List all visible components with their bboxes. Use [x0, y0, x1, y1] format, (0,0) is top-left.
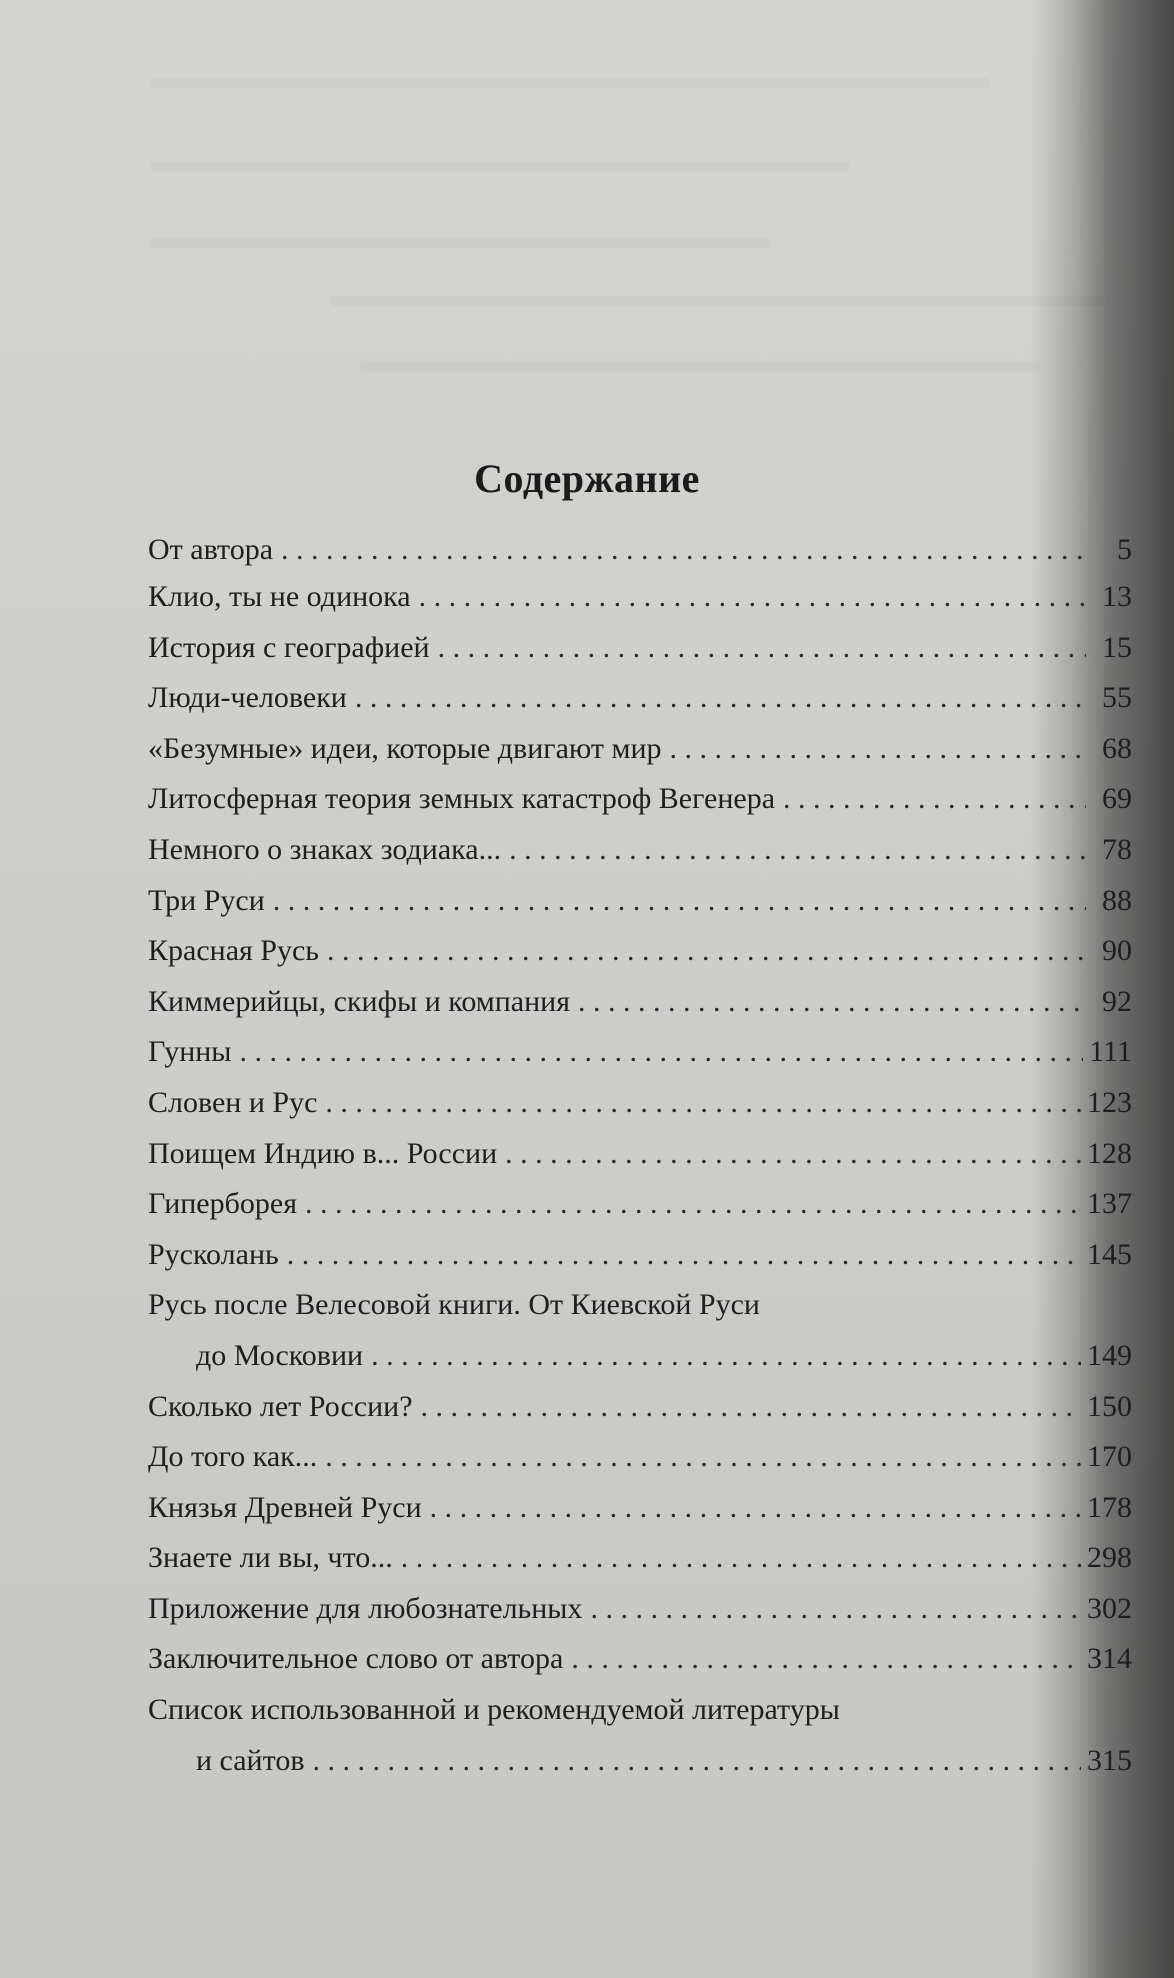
toc-entry-title: Приложение для любознательных [148, 1591, 583, 1625]
dot-leader [419, 572, 1086, 623]
toc-entry [148, 926, 1132, 977]
toc-entry-title: Заключительное слово от автора [148, 1642, 564, 1676]
toc-entry-title: «Безумные» идеи, которые двигают мир [148, 731, 662, 765]
dot-leader [313, 1736, 1082, 1787]
toc-entry-page: 69 [1102, 782, 1132, 816]
toc-entry-title-continued: и сайтов [196, 1743, 305, 1777]
toc-entry-title: Литосферная теория земных катастроф Вегенера [148, 782, 776, 816]
toc-entry-page: 170 [1087, 1440, 1132, 1474]
toc-entry-page: 123 [1087, 1085, 1132, 1119]
dot-leader [273, 876, 1086, 927]
toc-entry-title: Красная Русь [148, 934, 319, 968]
toc-entry-title: Киммерийцы, скифы и компания [148, 984, 571, 1018]
toc-entry [148, 1280, 1132, 1381]
toc-entry-page: 302 [1087, 1591, 1132, 1625]
dot-leader [325, 1432, 1081, 1483]
dot-leader [325, 1078, 1081, 1129]
dot-leader [287, 1230, 1081, 1281]
toc-entry-title: Сколько лет России? [148, 1389, 413, 1423]
toc-entry-page: 92 [1102, 984, 1132, 1018]
dot-leader [670, 724, 1086, 775]
dot-leader [281, 528, 1086, 572]
bleed-through-text [150, 78, 990, 88]
toc-entry-title: Знаете ли вы, что... [148, 1541, 393, 1575]
toc-entry-title: Три Руси [148, 883, 265, 917]
dot-leader [438, 623, 1086, 674]
toc-entry [148, 1129, 1132, 1180]
toc-entry-title: Гунны [148, 1035, 232, 1069]
toc-entry [148, 977, 1132, 1028]
toc-entry-title: До того как... [148, 1440, 318, 1474]
toc-entry-title-continued: до Московии [196, 1338, 364, 1372]
dot-leader [590, 1584, 1081, 1635]
toc-entry [148, 1584, 1132, 1635]
toc-entry [148, 623, 1132, 674]
dot-leader [355, 673, 1086, 724]
toc-entry-page: 298 [1087, 1541, 1132, 1575]
toc-entry-page: 128 [1087, 1136, 1132, 1170]
toc-entry-page: 55 [1102, 681, 1132, 715]
toc-entry [148, 1078, 1132, 1129]
bleed-through-text [330, 296, 1110, 306]
bleed-through-text [360, 362, 1040, 372]
toc-entry-page: 178 [1087, 1490, 1132, 1524]
toc-entry-title: От автора [148, 533, 274, 566]
toc-entry-title: Люди-человеки [148, 681, 347, 715]
dot-leader [371, 1331, 1081, 1382]
toc-entry-page: 90 [1102, 934, 1132, 968]
toc-entry [148, 1483, 1132, 1534]
toc-entry [148, 825, 1132, 876]
dot-leader [578, 977, 1086, 1028]
toc-entry-page: 5 [1117, 533, 1132, 566]
dot-leader [239, 1027, 1083, 1078]
toc-entry-title: Поищем Индию в... России [148, 1136, 498, 1170]
dot-leader [783, 774, 1086, 825]
toc-entry-page: 88 [1102, 883, 1132, 917]
toc-entry-title: Клио, ты не одинока [148, 580, 411, 613]
table-of-contents [148, 528, 1132, 1786]
toc-entry-page: 68 [1102, 731, 1132, 765]
toc-entry [148, 876, 1132, 927]
toc-entry-page: 137 [1087, 1187, 1132, 1221]
toc-entry-page: 13 [1102, 580, 1132, 613]
toc-entry [148, 1027, 1132, 1078]
toc-entry-page: 314 [1087, 1642, 1132, 1676]
toc-entry-page: 111 [1089, 1035, 1132, 1069]
toc-entry-page: 315 [1087, 1743, 1132, 1777]
toc-entry [148, 724, 1132, 775]
toc-entry-title: История с географией [148, 630, 430, 664]
dot-leader [327, 926, 1086, 977]
dot-leader [305, 1179, 1081, 1230]
dot-leader [571, 1634, 1081, 1685]
toc-entry-title: Русколань [148, 1237, 279, 1271]
toc-entry [148, 774, 1132, 825]
toc-entry [148, 1685, 1132, 1786]
toc-entry-title: Русь после Велесовой книги. От Киевской Руси [148, 1288, 760, 1322]
toc-entry-page: 150 [1087, 1389, 1132, 1423]
toc-entry [148, 1432, 1132, 1483]
bleed-through-text [150, 238, 770, 248]
toc-entry [148, 1533, 1132, 1584]
page-title: Содержание [474, 455, 700, 501]
dot-leader [401, 1533, 1081, 1584]
toc-entry [148, 1230, 1132, 1281]
dot-leader [421, 1382, 1081, 1433]
dot-leader [509, 825, 1086, 876]
toc-entry-title: Немного о знаках зодиака... [148, 832, 502, 866]
toc-entry-page: 78 [1102, 832, 1132, 866]
toc-entry [148, 673, 1132, 724]
toc-entry-title: Список использованной и рекомендуемой литературы [148, 1693, 840, 1727]
toc-entry-page: 149 [1087, 1338, 1132, 1372]
toc-entry [148, 1634, 1132, 1685]
toc-entry [148, 528, 1132, 572]
toc-entry [148, 1382, 1132, 1433]
dot-leader [505, 1129, 1081, 1180]
dot-leader [430, 1483, 1081, 1534]
toc-entry-page: 15 [1102, 630, 1132, 664]
toc-entry-page: 145 [1087, 1237, 1132, 1271]
toc-entry-title: Гиперборея [148, 1187, 298, 1221]
toc-entry-title: Князья Древней Руси [148, 1490, 422, 1524]
toc-entry-title: Словен и Рус [148, 1085, 318, 1119]
toc-entry [148, 1179, 1132, 1230]
toc-entry [148, 572, 1132, 623]
bleed-through-text [150, 162, 850, 172]
